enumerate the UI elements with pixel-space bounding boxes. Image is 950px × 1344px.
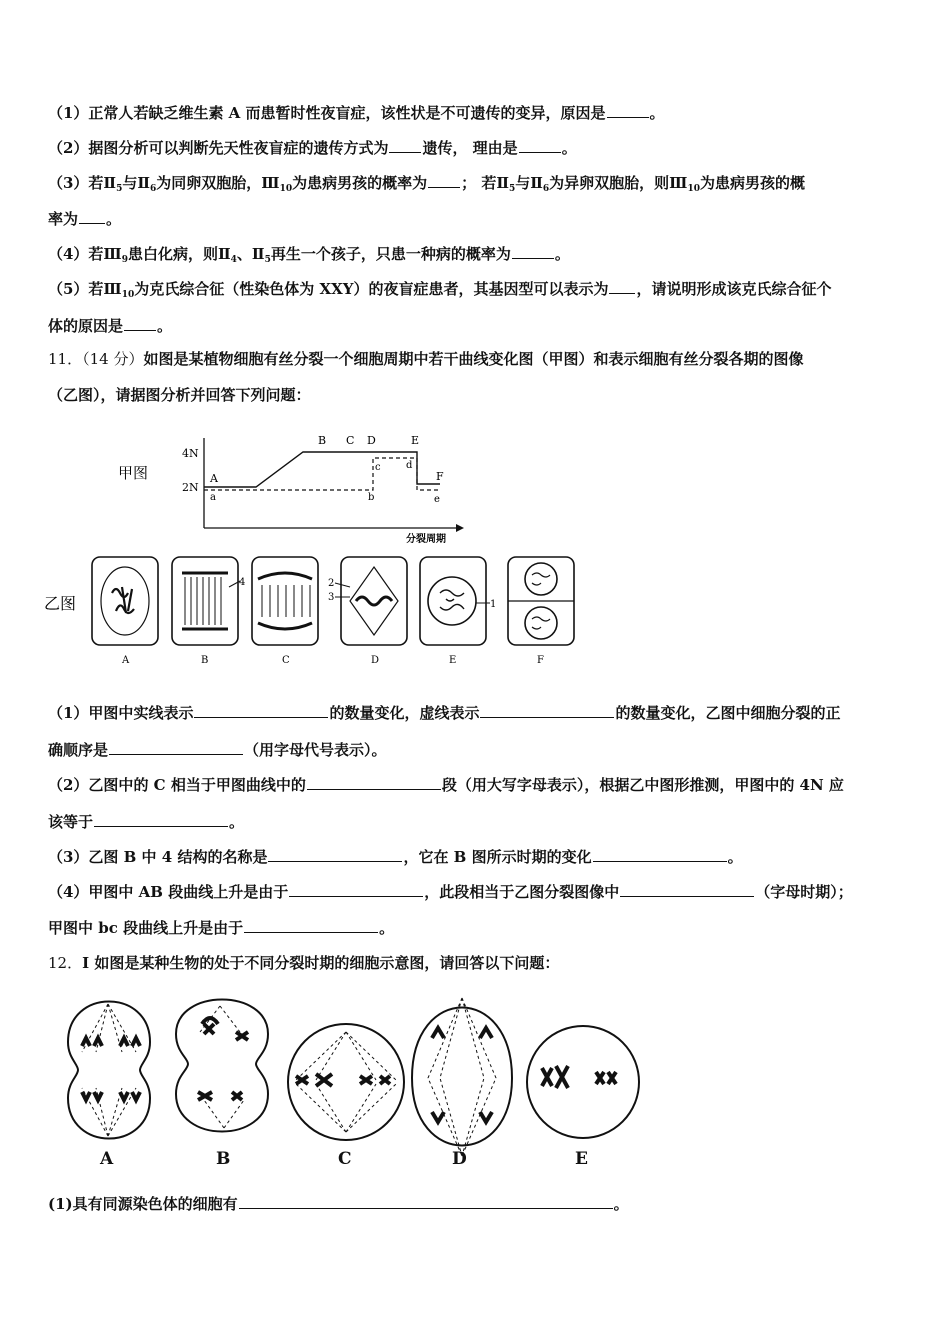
q11-part1: （1）甲图中实线表示 的数量变化，虚线表示 的数量变化，乙图中细胞分裂的正 [48, 704, 841, 722]
q11-part3-blank-2[interactable] [593, 846, 727, 862]
q11-part1-blank-2[interactable] [480, 702, 614, 718]
q10-part5-blank-2[interactable] [124, 315, 156, 331]
q10-part1-blank[interactable] [607, 102, 649, 118]
fig-yi-label-C: C [282, 655, 290, 666]
q11-fig-yi [44, 553, 584, 669]
q10-part3-blank-2[interactable] [79, 208, 105, 224]
q12-label-C: C [338, 1149, 352, 1168]
q11-part2-cont: 该等于 。 [48, 813, 245, 831]
fig-jia-label-F: F [436, 470, 444, 483]
fig-yi-cell-B [172, 557, 238, 645]
q11-stem: 11．（14 分）如图是某植物细胞有丝分裂一个细胞周期中若干曲线变化图（甲图）和表示细胞有丝分裂各期的图像 [48, 350, 804, 368]
q11-part3: （3）乙图 B 中 4 结构的名称是 ，它在 B 图所示时期的变化 。 [48, 848, 743, 866]
fig-jia-x-arrow [456, 524, 464, 532]
q10-part3-blank-1[interactable] [428, 172, 460, 188]
q10-part3: （3）若$Ⅱ_5$与$Ⅱ_6$为同卵双胞胎，$Ⅲ_{10}$为患病男孩的概率为 ； 若$Ⅱ_5$与$Ⅱ_6$为异卵双胞胎，则$Ⅲ_{10}$为患病男孩的概 [48, 174, 805, 194]
q12-cell-B-chromosomes [198, 1018, 248, 1100]
fig-yi-cell-C-fibers [262, 585, 310, 617]
q12-label-E: E [575, 1149, 588, 1168]
fig-yi-cell-A-chromosomes [112, 587, 134, 613]
fig-yi-cell-E-chromatin [440, 590, 464, 610]
fig-jia-label-D: D [367, 434, 376, 447]
fig-yi-cell-F-nucleus-top [525, 563, 557, 595]
q11-part4-blank-1[interactable] [289, 881, 423, 897]
q12-cell-A-chromosomes [82, 1038, 140, 1100]
fig-jia-label-d: d [406, 460, 413, 471]
q11-part1-blank-1[interactable] [194, 702, 328, 718]
q11-part1-blank-3[interactable] [109, 739, 243, 755]
q12-cell-D [412, 1008, 512, 1146]
q10-part2-text: （2）据图分析可以判断先天性夜盲症的遗传方式为 [48, 139, 389, 157]
fig-yi-cell-D-pointer-2 [335, 583, 350, 587]
fig-yi-marker-4: 4 [239, 577, 246, 588]
fig-jia-solid-curve [204, 452, 440, 487]
q10-part5: （5）若$Ⅲ_{10}$为克氏综合征（性染色体为 XXY）的夜盲症患者，其基因型可以表示为 ，请说明形成该克氏综合征个 [48, 280, 832, 300]
q12-part1: (1)具有同源染色体的细胞有 。 [48, 1195, 629, 1213]
q12-cell-A [68, 1002, 150, 1139]
q10-part2-blank-1[interactable] [389, 137, 421, 153]
q12-cell-B [176, 1000, 268, 1132]
q11-part3-blank-1[interactable] [268, 846, 402, 862]
fig-yi-label-D: D [371, 655, 380, 666]
fig-yi-label-F: F [537, 655, 544, 666]
q10-part5-cont: 体的原因是 。 [48, 317, 173, 335]
fig-yi-label-E: E [449, 655, 457, 666]
q12-label-A: A [100, 1149, 114, 1168]
q11-part2: （2）乙图中的 C 相当于甲图曲线中的 段（用大写字母表示），根据乙中图形推测，甲图中的 4N 应 [48, 776, 844, 794]
fig-jia-title: 甲图 [118, 464, 149, 482]
q10-part4: （4）若$Ⅲ_9$患白化病，则$Ⅱ_4$、$Ⅱ_5$再生一个孩子，只患一种病的概率为 。 [48, 245, 570, 265]
q12-cell-A-spindle [82, 1004, 136, 1136]
q12-stem: 12．I 如图是某种生物的处于不同分裂时期的细胞示意图，请回答以下问题： [48, 954, 560, 972]
q11-part2-blank-2[interactable] [94, 811, 228, 827]
q10-part2-blank-2[interactable] [519, 137, 561, 153]
fig-yi-marker-3: 3 [328, 592, 335, 603]
fig-jia-y-2n: 2N [182, 481, 199, 494]
q10-part2: （2）据图分析可以判断先天性夜盲症的遗传方式为 遗传， 理由是 。 [48, 139, 577, 157]
q10-part3-cont: 率为 。 [48, 210, 122, 228]
q10-part4-blank[interactable] [512, 243, 554, 259]
fig-yi-label-B: B [201, 655, 209, 666]
fig-yi-cell-D [341, 557, 407, 645]
q12-part1-blank[interactable] [239, 1193, 613, 1209]
fig-yi-cell-D-plate [356, 597, 392, 605]
q12-label-D: D [452, 1149, 467, 1168]
fig-jia-label-c: c [375, 462, 381, 473]
fig-jia-label-a: a [210, 492, 216, 503]
fig-jia-y-4n: 4N [182, 447, 199, 460]
fig-yi-title: 乙图 [44, 594, 77, 613]
q12-cell-D-spindle [428, 998, 496, 1156]
fig-jia-label-A: A [210, 472, 218, 485]
fig-yi-marker-1: 1 [490, 599, 497, 610]
fig-jia-label-B: B [318, 434, 327, 447]
fig-yi-cell-B-spindle [185, 577, 221, 625]
fig-jia-label-C: C [346, 434, 355, 447]
q11-part4-cont: 甲图中 bc 段曲线上升是由于 。 [48, 919, 395, 937]
fig-yi-cell-C-chromatin [258, 573, 312, 629]
q10-part1-text: （1）正常人若缺乏维生素 A 而患暂时性夜盲症，该性状是不可遗传的变异，原因是 [48, 104, 606, 122]
q12-label-B: B [216, 1149, 231, 1168]
fig-yi-label-A: A [122, 655, 130, 666]
fig-jia-x-label: 分裂周期 [406, 534, 446, 545]
fig-yi-cell-F-nucleus-bottom [525, 607, 557, 639]
fig-jia-label-e: e [434, 494, 440, 505]
q11-part2-blank-1[interactable] [307, 774, 441, 790]
q11-stem-cont: （乙图），请据图分析并回答下列问题： [48, 386, 311, 404]
q11-part4-blank-3[interactable] [244, 917, 378, 933]
fig-yi-marker-2: 2 [328, 578, 335, 589]
q11-fig-jia [106, 418, 578, 546]
q11-part4-blank-2[interactable] [620, 881, 754, 897]
fig-jia-label-b: b [368, 492, 375, 503]
q11-number: 11．（14 分） [48, 350, 144, 368]
q11-part4: （4）甲图中 AB 段曲线上升是由于 ，此段相当于乙图分裂图像中 （字母时期）； [48, 883, 853, 901]
q12-number: 12． [48, 954, 83, 972]
fig-jia-dashed-curve [204, 458, 440, 490]
q10-part5-blank-1[interactable] [609, 278, 635, 294]
q11-part1-cont: 确顺序是 （用字母代号表示）。 [48, 741, 387, 759]
q12-cell-E-chromosomes [542, 1066, 616, 1088]
fig-jia-label-E: E [411, 434, 420, 447]
q10-part1: （1）正常人若缺乏维生素 A 而患暂时性夜盲症，该性状是不可遗传的变异，原因是 。 [48, 104, 665, 122]
q12-figure [56, 988, 646, 1168]
